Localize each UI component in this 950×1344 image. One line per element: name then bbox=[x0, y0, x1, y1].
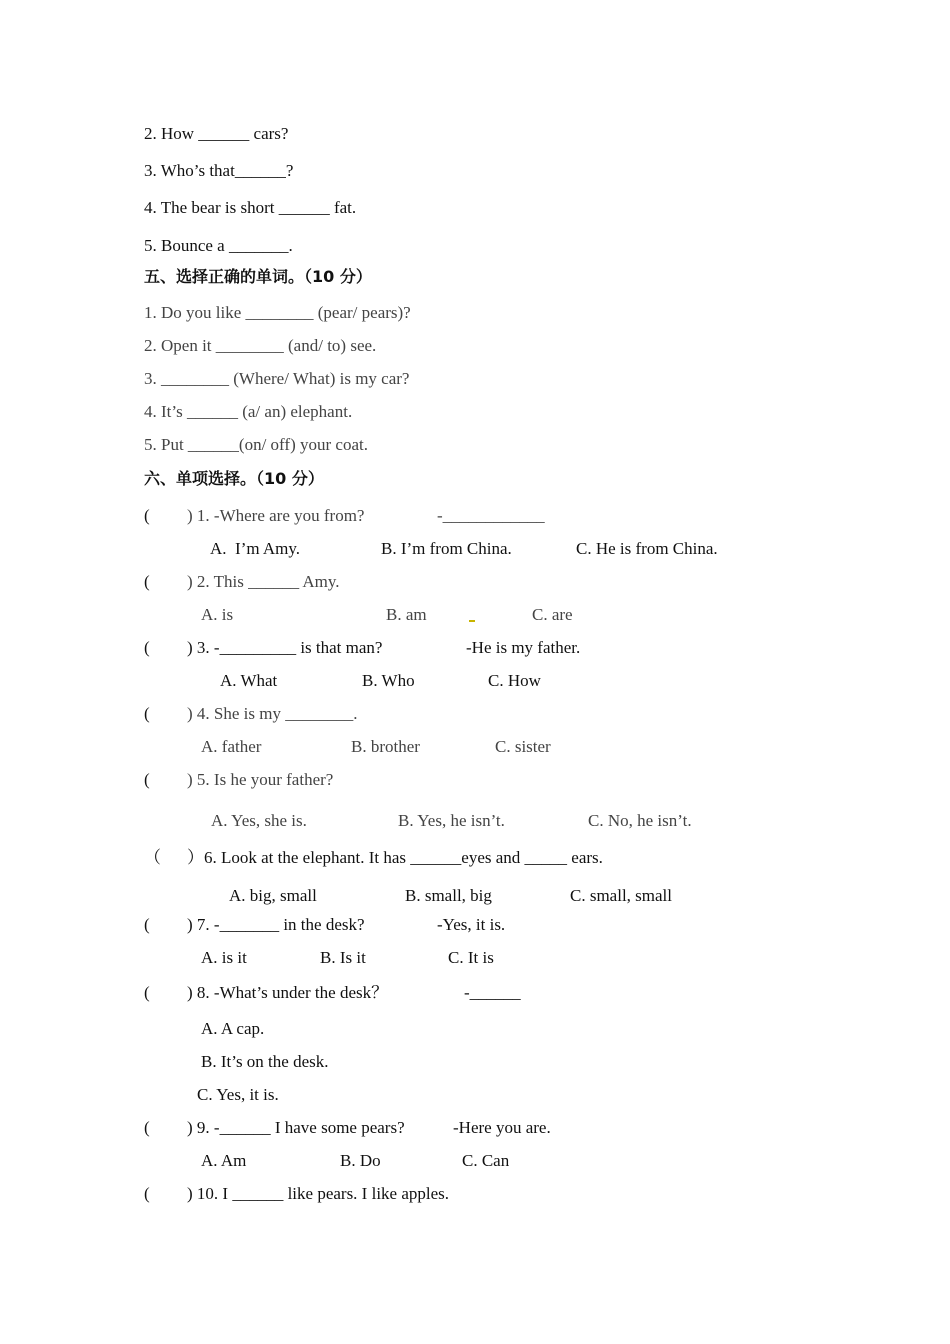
s4-question-4: 4. The bear is short ______ fat. bbox=[144, 198, 357, 217]
q9-open-paren: ( bbox=[144, 1118, 150, 1137]
q3-answer: -He is my father. bbox=[466, 638, 581, 657]
q5-option-c: C. No, he isn’t. bbox=[588, 811, 692, 830]
s5-item-3: 3. ________ (Where/ What) is my car? bbox=[144, 369, 410, 388]
q9-answer: -Here you are. bbox=[453, 1118, 551, 1137]
q8-stem: ) 8. -What’s under the desk？ bbox=[187, 983, 389, 1002]
q1-option-c: C. He is from China. bbox=[576, 539, 718, 558]
q4-option-c: C. sister bbox=[495, 737, 551, 756]
q4-option-a: A. father bbox=[201, 737, 262, 756]
q8-open-paren: ( bbox=[144, 983, 150, 1002]
s4-question-5: 5. Bounce a _______. bbox=[144, 236, 293, 255]
highlight-mark bbox=[469, 620, 475, 622]
q6-open-paren: （ bbox=[144, 848, 161, 867]
q4-option-b: B. brother bbox=[351, 737, 420, 756]
q5-open-paren: ( bbox=[144, 770, 150, 789]
q4-stem: ) 4. She is my ________. bbox=[187, 704, 358, 723]
q5-stem: ) 5. Is he your father? bbox=[187, 770, 334, 789]
q1-option-b: B. I’m from China. bbox=[381, 539, 512, 558]
q10-stem: ) 10. I ______ like pears. I like apples. bbox=[187, 1184, 450, 1203]
q9-stem: ) 9. -______ I have some pears? bbox=[187, 1118, 405, 1137]
q9-option-b: B. Do bbox=[340, 1151, 381, 1170]
q7-option-c: C. It is bbox=[448, 948, 494, 967]
q7-answer: -Yes, it is. bbox=[437, 915, 506, 934]
q1-open-paren: ( bbox=[144, 506, 150, 525]
q9-option-c: C. Can bbox=[462, 1151, 510, 1170]
q6-stem: ）6. Look at the elephant. It has ______eyes and _____ ears. bbox=[187, 848, 603, 867]
q1-stem: ) 1. -Where are you from? bbox=[187, 506, 365, 525]
q3-stem: ) 3. -_________ is that man? bbox=[187, 638, 383, 657]
q8-option-c: C. Yes, it is. bbox=[197, 1085, 279, 1104]
s4-question-2: 2. How ______ cars? bbox=[144, 124, 289, 143]
s5-item-1: 1. Do you like ________ (pear/ pears)? bbox=[144, 303, 411, 322]
q3-option-b: B. Who bbox=[362, 671, 415, 690]
s5-item-4: 4. It’s ______ (a/ an) elephant. bbox=[144, 402, 353, 421]
section-5-title: 五、选择正确的单词。（10 分） bbox=[144, 267, 372, 286]
q6-option-a: A. big, small bbox=[229, 886, 317, 905]
q8-option-b: B. It’s on the desk. bbox=[201, 1052, 329, 1071]
q4-open-paren: ( bbox=[144, 704, 150, 723]
q2-option-a: A. is bbox=[201, 605, 234, 624]
s5-item-5: 5. Put ______(on/ off) your coat. bbox=[144, 435, 368, 454]
q7-open-paren: ( bbox=[144, 915, 150, 934]
q3-open-paren: ( bbox=[144, 638, 150, 657]
q2-option-c: C. are bbox=[532, 605, 573, 624]
q7-option-a: A. is it bbox=[201, 948, 247, 967]
q2-stem: ) 2. This ______ Amy. bbox=[187, 572, 340, 591]
q2-option-b: B. am bbox=[386, 605, 427, 624]
q8-option-a: A. A cap. bbox=[201, 1019, 265, 1038]
q9-option-a: A. Am bbox=[201, 1151, 247, 1170]
q1-option-a: A. I’m Amy. bbox=[210, 539, 301, 558]
q7-stem: ) 7. -_______ in the desk? bbox=[187, 915, 365, 934]
q6-option-b: B. small, big bbox=[405, 886, 492, 905]
q3-option-a: A. What bbox=[220, 671, 278, 690]
q5-option-a: A. Yes, she is. bbox=[211, 811, 307, 830]
q6-option-c: C. small, small bbox=[570, 886, 672, 905]
section-6-title: 六、单项选择。（10 分） bbox=[144, 469, 324, 488]
q2-open-paren: ( bbox=[144, 572, 150, 591]
s4-question-3: 3. Who’s that______? bbox=[144, 161, 294, 180]
s5-item-2: 2. Open it ________ (and/ to) see. bbox=[144, 336, 377, 355]
q1-answer: -____________ bbox=[437, 506, 545, 525]
q10-open-paren: ( bbox=[144, 1184, 150, 1203]
q8-answer: -______ bbox=[464, 983, 521, 1002]
q3-option-c: C. How bbox=[488, 671, 541, 690]
q5-option-b: B. Yes, he isn’t. bbox=[398, 811, 505, 830]
q7-option-b: B. Is it bbox=[320, 948, 366, 967]
